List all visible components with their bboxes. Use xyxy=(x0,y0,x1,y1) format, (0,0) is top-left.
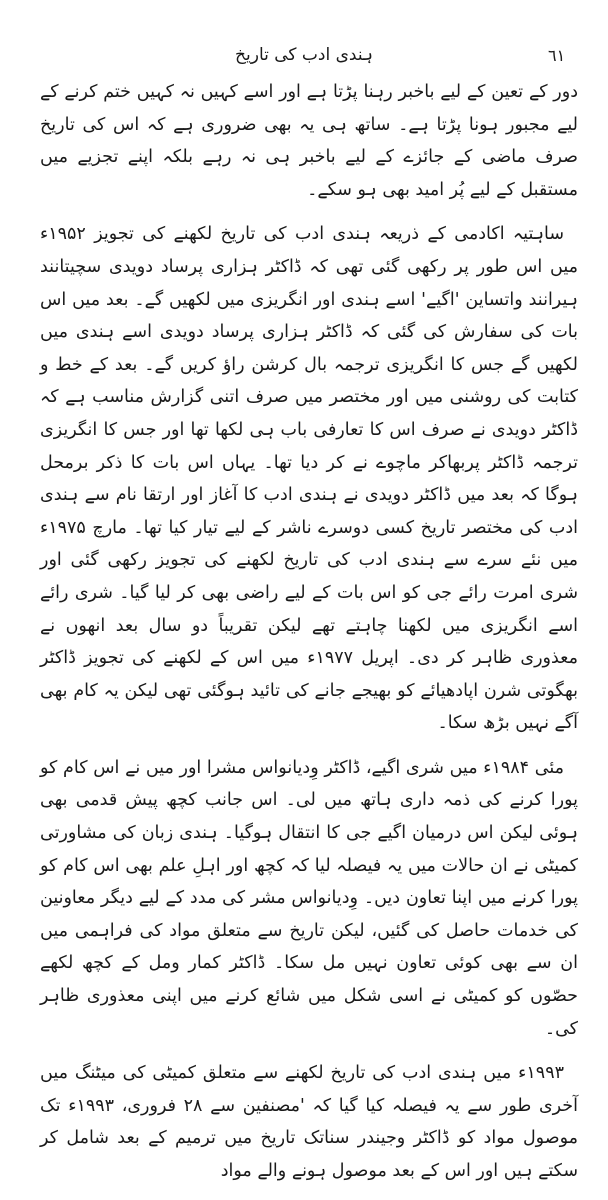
paragraph: مئی ۱۹۸۴ء میں شری اگیے، ڈاکٹر وِدیانواس مشرا اور میں نے اس کام کو پورا کرنے کی ذمہ داری ہاتھ میں لی۔ اس جانب کچھ پیش قدمی بھی ہوئی لیکن اس درمیان اگیے جی کا انتقال ہوگیا۔ ہندی زبان کی مشاورتی کمیٹی نے ان حالات میں یہ فیصلہ لیا کہ کچھ اور اہلِ علم بھی اس کام کو پورا کرنے میں اپنا تعاون دیں۔ وِدیانواس مشر کی مدد کے لیے دیگر معاونین کی خدمات حاصل کی گئیں، لیکن تاریخ سے متعلق مواد کی فراہمی میں ان سے بھی کوئی تعاون نہیں مل سکا۔ ڈاکٹر کمار ومل کے کچھ لکھے حصّوں کو کمیٹی نے اسی شکل میں شائع کرنے میں اپنی معذوری ظاہر کی۔ xyxy=(40,757,578,1039)
paragraph: دور کے تعین کے لیے باخبر رہنا پڑتا ہے اور اسے کہیں نہ کہیں ختم کرنے کے لیے مجبور ہونا پڑتا ہے۔ ساتھ ہی یہ بھی ضروری ہے کہ اس کی تاریخ صرف ماضی کے جائزے کے لیے باخبر ہی نہ رہے بلکہ اپنے تجزیے میں مستقبل کے لیے پُر امید بھی ہو سکے۔ xyxy=(40,82,578,200)
page-header xyxy=(0,44,608,74)
body-text xyxy=(40,76,578,1200)
page-number: ٦١ xyxy=(548,46,566,65)
paragraph: ۱۹۹۳ء میں ہندی ادب کی تاریخ لکھنے سے متعلق کمیٹی کی میٹنگ میں آخری طور سے یہ فیصلہ کیا گیا کہ 'مصنفین سے ۲۸ فروری، ۱۹۹۳ء تک موصول مواد کو ڈاکٹر وجیندر سناتک تاریخ میں ترمیم کے بعد شامل کر سکتے ہیں اور اس کے بعد موصول ہونے والے مواد xyxy=(40,1063,578,1181)
paragraph: ساہتیہ اکادمی کے ذریعہ ہندی ادب کی تاریخ لکھنے کی تجویز ۱۹۵۲ء میں اس طور پر رکھی گئی تھی کہ ڈاکٹر ہزاری پرساد دویدی سچیتانند ہیرانند واتساین 'اگیے' اسے ہندی اور انگریزی میں لکھیں گے۔ بعد میں اس بات کی سفارش کی گئی کہ ڈاکٹر ہزاری پرساد دویدی اسے ہندی میں لکھیں گے جس کا انگریزی ترجمہ بال کرشن راؤ کریں گے۔ بعد کے خط و کتابت کی روشنی میں اور مختصر میں صرف اتنی گزارش مناسب ہے کہ ڈاکٹر دویدی نے صرف اس کا تعارفی باب ہی لکھا تھا اور جس کا انگریزی ترجمہ ڈاکٹر پربھاکر ماچوے نے کر دیا تھا۔ یہاں اس بات کا ذکر برمحل ہوگا کہ بعد میں ڈاکٹر دویدی نے ہندی ادب کا آغاز اور ارتقا نام سے ہندی ادب کی مختصر تاریخ کسی دوسرے ناشر کے لیے تیار کیا تھا۔ مارچ ۱۹۷۵ء میں نئے سرے سے ہندی ادب کی تاریخ لکھنے کی تجویز رکھی گئی اور شری امرت رائے جی کو اس بات کے لیے راضی بھی کر لیا گیا۔ شری رائے اسے انگریزی میں لکھنا چاہتے تھے لیکن تقریباً دو سال بعد انھوں نے معذوری ظاہر کر دی۔ اپریل ۱۹۷۷ء میں اس کے لکھنے کی تجویز ڈاکٹر بھگوتی شرن اپادھیائے کو بھیجے جانے کی تائید ہوگئی تھی لیکن یہ کام بھی آگے نہیں بڑھ سکا۔ xyxy=(40,224,578,734)
running-title: ہندی ادب کی تاریخ xyxy=(235,45,373,65)
